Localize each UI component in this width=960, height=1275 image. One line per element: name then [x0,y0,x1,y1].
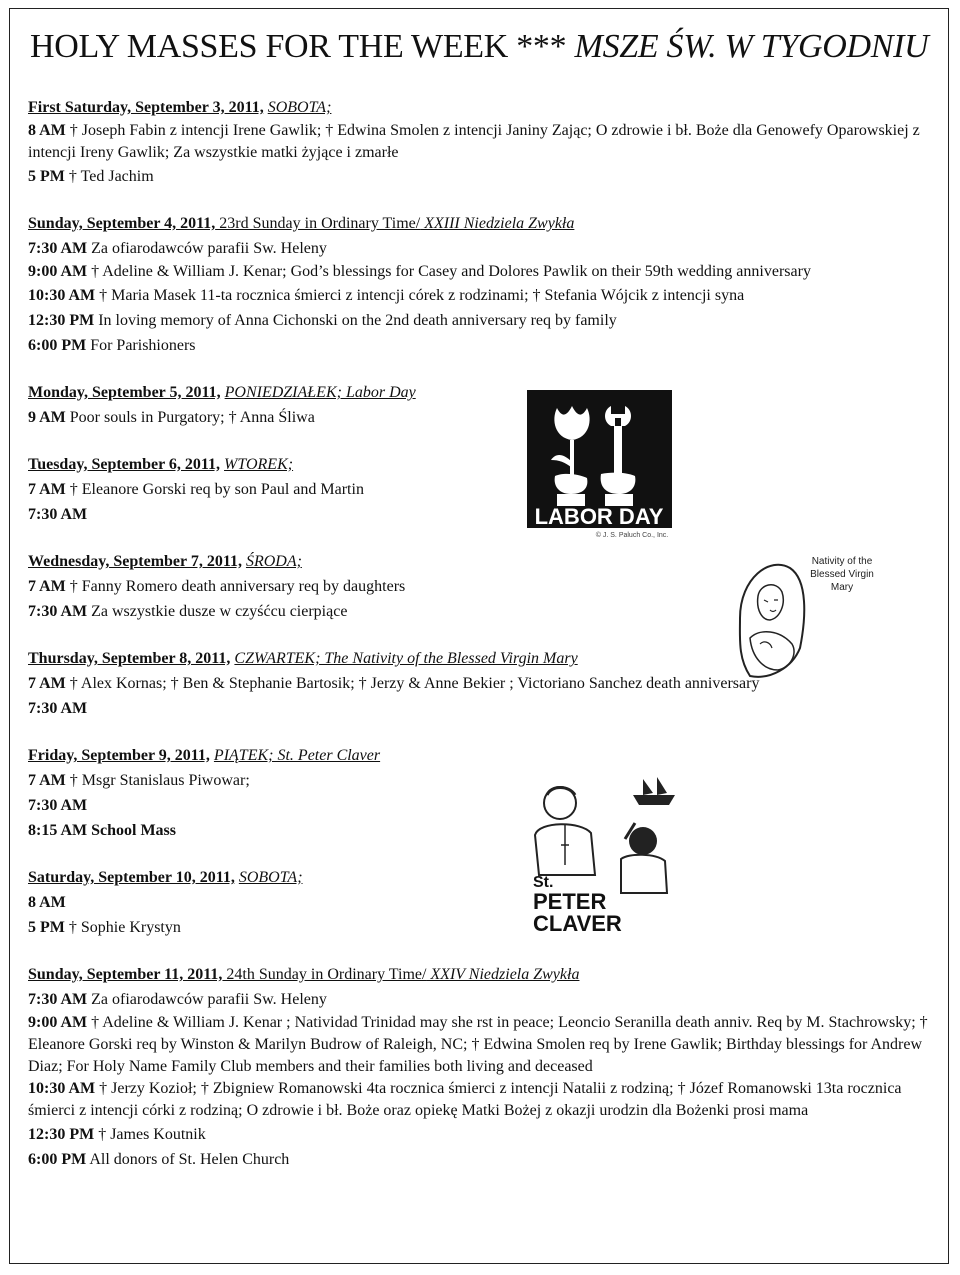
mass-line: 7 AM † Eleanore Gorski req by son Paul and Martin [28,481,364,498]
labor-day-credit: © J. S. Paluch Co., Inc. [595,532,669,539]
day-header: First Saturday, September 3, 2011, SOBOTA; [28,99,332,116]
day-block-sep-7 [28,549,513,624]
labor-day-image [527,390,672,540]
mass-line: 6:00 PM For Parishioners [28,337,196,354]
mass-line: 8 AM [28,894,66,911]
mass-line: 7:30 AM Za wszystkie dusze w czyśćcu cierpiące [28,603,348,620]
mass-line: 7:30 AM [28,700,88,717]
mass-line: 5 PM † Sophie Krystyn [28,919,181,936]
labor-day-text: LABOR DAY [534,504,664,529]
day-header: Saturday, September 10, 2011, SOBOTA; [28,869,303,886]
day-block-sep-5 [28,380,513,430]
day-header: Wednesday, September 7, 2011, ŚRODA; [28,553,302,570]
mass-line: 5 PM † Ted Jachim [28,168,154,185]
mass-line: 7:30 AM [28,506,88,523]
mass-line: 6:00 PM All donors of St. Helen Church [28,1151,290,1168]
mass-line: 10:30 AM † Maria Masek 11-ta rocznica śmierci z intencji córek z rodzinami; † Stefania Wójcik z intencji syna [28,287,745,304]
mass-line: 7:30 AM [28,797,88,814]
day-block-sep-6 [28,452,513,527]
mass-line: 8:15 AM School Mass [28,822,176,839]
title-polish: MSZE ŚW. W TYGODNIU [574,28,929,65]
nativity-caption-line1: Nativity of the [811,556,873,567]
day-block-sep-10 [28,865,513,940]
claver-title-line2: PETER [533,889,607,914]
day-block-sep-4 [28,211,932,358]
mass-line: 9:00 AM † Adeline & William J. Kenar ; Natividad Trinidad may she rst in peace; Leoncio Seranilla death anniv. Req by M. Stachrowsky; † Eleanore Gorski req by Winston & Marilyn Budrow of Raleigh, NC; † Edwina Smolen req by Irene Gawlik; Birthday blessings for Andrew Diaz; For Holy Name Family Club members and their families both living and deceased [28,1014,928,1075]
mass-line: 12:30 PM † James Koutnik [28,1126,206,1143]
mass-line: 7:30 AM Za ofiarodawców parafii Sw. Heleny [28,240,327,257]
day-header: Tuesday, September 6, 2011, WTOREK; [28,456,294,473]
nativity-image [730,548,880,688]
mass-line: 7 AM † Fanny Romero death anniversary req by daughters [28,578,406,595]
mass-line: 8 AM † Joseph Fabin z intencji Irene Gawlik; † Edwina Smolen z intencji Janiny Zając; O zdrowie i bł. Boże dla Genowefy Oparowskiej z intencji Ireny Gawlik; Za wszystkie matki żyjące i zmarłe [28,122,920,161]
peter-claver-illustration [525,775,695,935]
day-header: Sunday, September 11, 2011, 24th Sunday in Ordinary Time/ XXIV Niedziela Zwykła [28,966,580,983]
labor-day-illustration [527,390,672,540]
nativity-caption-line3: Mary [830,582,854,593]
day-header: Sunday, September 4, 2011, 23rd Sunday in Ordinary Time/ XXIII Niedziela Zwykła [28,215,575,232]
day-header: Friday, September 9, 2011, PIĄTEK; St. Peter Claver [28,747,381,764]
nativity-illustration [730,548,880,688]
mass-line: 7 AM † Msgr Stanislaus Piwowar; [28,772,250,789]
day-header: Thursday, September 8, 2011, CZWARTEK; The Nativity of the Blessed Virgin Mary [28,650,578,667]
page-title [30,28,928,66]
mass-line: 9:00 AM † Adeline & William J. Kenar; God’s blessings for Casey and Dolores Pawlik on their 59th wedding anniversary [28,263,811,280]
day-block-sep-11 [28,962,932,1172]
mass-line: 7 AM † Alex Kornas; † Ben & Stephanie Bartosik; † Jerzy & Anne Bekier ; Victoriano Sanchez death anniversary [28,675,760,692]
claver-title-line1: St. [533,874,554,891]
day-block-sep-9 [28,743,513,843]
peter-claver-image [525,775,695,935]
mass-line: 7:30 AM Za ofiarodawców parafii Sw. Heleny [28,991,327,1008]
mass-line: 9 AM Poor souls in Purgatory; † Anna Śliwa [28,409,315,426]
mass-line: 12:30 PM In loving memory of Anna Cichonski on the 2nd death anniversary req by family [28,312,617,329]
day-block-sep-3 [28,95,932,189]
title-main: HOLY MASSES FOR THE WEEK *** [30,28,567,65]
day-header: Monday, September 5, 2011, PONIEDZIAŁEK; Labor Day [28,384,416,401]
nativity-caption-line2: Blessed Virgin [810,569,874,580]
claver-title-line3: CLAVER [533,911,622,935]
mass-line: 10:30 AM † Jerzy Kozioł; † Zbigniew Romanowski 4ta rocznica śmierci z intencji Natalii z rodziną; † Józef Romanowski 13ta rocznica śmierci z intencji córki z rodziną; O zdrowie i bł. Boże oraz opiekę Matki Bożej z okazji urodzin dla Bożenki prosi mama [28,1080,902,1119]
